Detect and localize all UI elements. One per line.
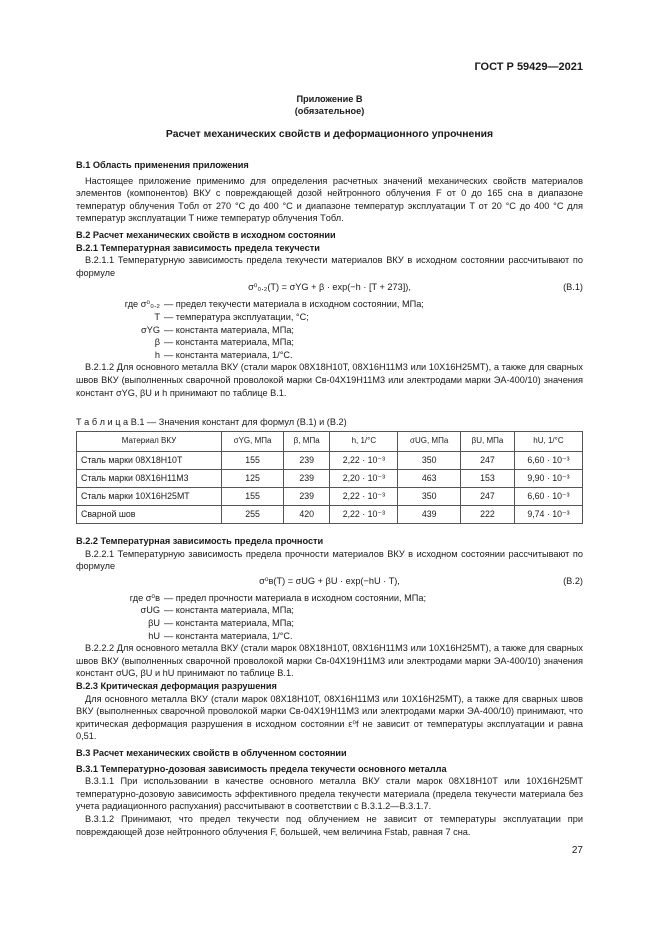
table-cell: 9,74 · 10⁻³ <box>514 506 582 524</box>
table-cell: 125 <box>222 470 284 488</box>
paragraph: В.2.2.2 Для основного металла ВКУ (стали марок 08Х18Н10Т, 08Х16Н11М3 или 10Х16Н25МТ), а также для сварных швов ВКУ (выполненных сварочной проволокой марки Св-04Х19Н11М3 или электродами марки ЭА-400/10) значения констант σUG, βU и hU принимают по таблице В.1. <box>76 643 583 679</box>
section-b1 <box>76 159 583 225</box>
table-cell: 153 <box>461 470 515 488</box>
paragraph: В.3.1.2 Принимают, что предел текучести под облучением не зависит от температуры эксплуатации при повреждающей дозе нейтронного облучения F, большей, чем величина Fstab, равная 7 сна. <box>76 813 583 837</box>
where-list <box>76 298 583 361</box>
column-header: σUG, МПа <box>398 432 461 452</box>
column-header: βU, МПа <box>461 432 515 452</box>
section-heading: В.2 Расчет механических свойств в исходном состоянии <box>76 230 336 240</box>
table-cell: 239 <box>284 470 330 488</box>
document-number: ГОСТ Р 59429—2021 <box>474 61 583 73</box>
where-row: hU — константа материала, 1/°С. <box>148 630 293 641</box>
table-cell: 439 <box>398 506 461 524</box>
table-row <box>77 488 583 506</box>
table-cell: 247 <box>461 452 515 470</box>
table-cell: 9,90 · 10⁻³ <box>514 470 582 488</box>
table-cell: Сварной шов <box>77 506 222 524</box>
table-cell: 222 <box>461 506 515 524</box>
section-b3 <box>76 747 583 838</box>
section-heading: В.1 Область применения приложения <box>76 160 249 170</box>
formula-number: (В.2) <box>563 575 583 586</box>
table-cell: 420 <box>284 506 330 524</box>
column-header: hU, 1/°С <box>514 432 582 452</box>
constants-table-wrap <box>76 431 583 524</box>
table-cell: 2,22 · 10⁻³ <box>330 452 398 470</box>
paragraph: Для основного металла ВКУ (стали марок 08Х18Н10Т, 08Х16Н11М3 или 10Х16Н25МТ), а также для сварных швов ВКУ (выполненных сварочной проволокой марки Св-04Х19Н11М3 или электродами марки ЭА-400/10) принимают, что критическая деформация разрушения в исходном состоянии ε⁰f не зависит от температуры эксплуатации и равна 0,51. <box>76 693 583 742</box>
table-header-row <box>77 432 583 452</box>
constants-table <box>76 431 583 524</box>
table-cell: 247 <box>461 488 515 506</box>
table-cell: Сталь марки 10Х16Н25МТ <box>77 488 222 506</box>
page-number: 27 <box>571 845 583 856</box>
table-row <box>77 470 583 488</box>
table-cell: 6,60 · 10⁻³ <box>514 452 582 470</box>
table-cell: Сталь марки 08Х18Н10Т <box>77 452 222 470</box>
formula-expression: σ⁰в(T) = σUG + βU · exp(−hU · T), <box>259 575 400 586</box>
column-header: σYG, МПа <box>222 432 284 452</box>
where-row: σUG — константа материала, МПа; <box>140 605 294 616</box>
where-row: βU — константа материала, МПа; <box>148 617 294 628</box>
column-header: Материал ВКУ <box>77 432 222 452</box>
subsection-heading: В.2.3 Критическая деформация разрушения <box>76 680 277 691</box>
table-cell: 2,22 · 10⁻³ <box>330 488 398 506</box>
appendix-title: Расчет механических свойств и деформационного упрочнения <box>165 129 494 140</box>
where-list <box>76 592 583 642</box>
table-cell: 2,20 · 10⁻³ <box>330 470 398 488</box>
appendix-status: (обязательное) <box>294 106 365 116</box>
table-cell: 239 <box>284 452 330 470</box>
where-row: где σ⁰₀.₂ — предел текучести материала в исходном состоянии, МПа; <box>124 299 424 310</box>
where-row: h — константа материала, 1/°С. <box>154 349 293 360</box>
table-cell: 155 <box>222 452 284 470</box>
table-cell: 155 <box>222 488 284 506</box>
subsection-heading: В.3.1 Температурно-дозовая зависимость предела текучести основного металла <box>76 763 447 774</box>
table-row <box>77 506 583 524</box>
table-row <box>77 452 583 470</box>
subsection-heading: В.2.1 Температурная зависимость предела текучести <box>76 242 320 253</box>
column-header: β, МПа <box>284 432 330 452</box>
table-cell: 255 <box>222 506 284 524</box>
where-row: β — константа материала, МПа; <box>154 337 294 348</box>
paragraph: В.2.1.2 Для основного металла ВКУ (стали марок 08Х18Н10Т, 08Х16Н11М3 или 10Х16Н25МТ), а также для сварных швов ВКУ (выполненных сварочной проволокой марки Св-04Х19Н11М3 или электродами марки ЭА-400/10) значения констант σYG, βU и h принимают по таблице В.1. <box>76 362 583 398</box>
column-header: h, 1/°С <box>330 432 398 452</box>
formula-b1 <box>76 281 583 295</box>
paragraph: В.3.1.1 При использовании в качестве основного металла ВКУ стали марок 08Х18Н10Т или 10Х16Н25МТ температурно-дозовую зависимость эффективного предела текучести материала (предела текучести материала без учета радиационного распухания) рассчитывают в соответствии с В.3.1.2—В.3.1.7. <box>76 776 583 812</box>
paragraph: В.2.2.1 Температурную зависимость предела прочности материалов ВКУ в исходном состоянии рассчитывают по формуле <box>76 548 583 572</box>
section-heading: В.3 Расчет механических свойств в облученном состоянии <box>76 748 347 758</box>
where-row: σYG — константа материала, МПа; <box>141 324 294 335</box>
formula-number: (В.1) <box>563 282 583 293</box>
table-caption: Т а б л и ц а В.1 — Значения констант для формул (В.1) и (В.2) <box>76 417 347 427</box>
appendix-label: Приложение В <box>296 94 363 104</box>
paragraph: Настоящее приложение применимо для определения расчетных значений механических свойств материалов элементов (компонентов) ВКУ с повреждающей дозой нейтронного облучения F от 0 до 165 сна в диапазоне температур облучения Tобл от 270 °С до 400 °С и диапазоне температур эксплуатации T от 20 °С до 400 °С для температур эксплуатации T ниже температур облучения Tобл. <box>76 175 583 224</box>
formula-expression: σ⁰₀.₂(T) = σYG + β · exp(−h · [T + 273]), <box>248 282 411 293</box>
table-cell: 350 <box>398 488 461 506</box>
paragraph: В.2.1.1 Температурную зависимость предела текучести материалов ВКУ в исходном состоянии рассчитывают по формуле <box>76 255 583 278</box>
subsection-heading: В.2.2 Температурная зависимость предела прочности <box>76 536 324 546</box>
where-row: где σ⁰в — предел прочности материала в исходном состоянии, МПа; <box>129 592 426 603</box>
where-row: T — температура эксплуатации, °С; <box>154 311 309 322</box>
table-cell: 350 <box>398 452 461 470</box>
formula-b2 <box>76 575 583 589</box>
table-cell: Сталь марки 08Х16Н11М3 <box>77 470 222 488</box>
table-cell: 2,22 · 10⁻³ <box>330 506 398 524</box>
table-cell: 6,60 · 10⁻³ <box>514 488 582 506</box>
section-b2 <box>76 229 583 399</box>
section-b22 <box>76 535 583 743</box>
table-cell: 239 <box>284 488 330 506</box>
table-cell: 463 <box>398 470 461 488</box>
